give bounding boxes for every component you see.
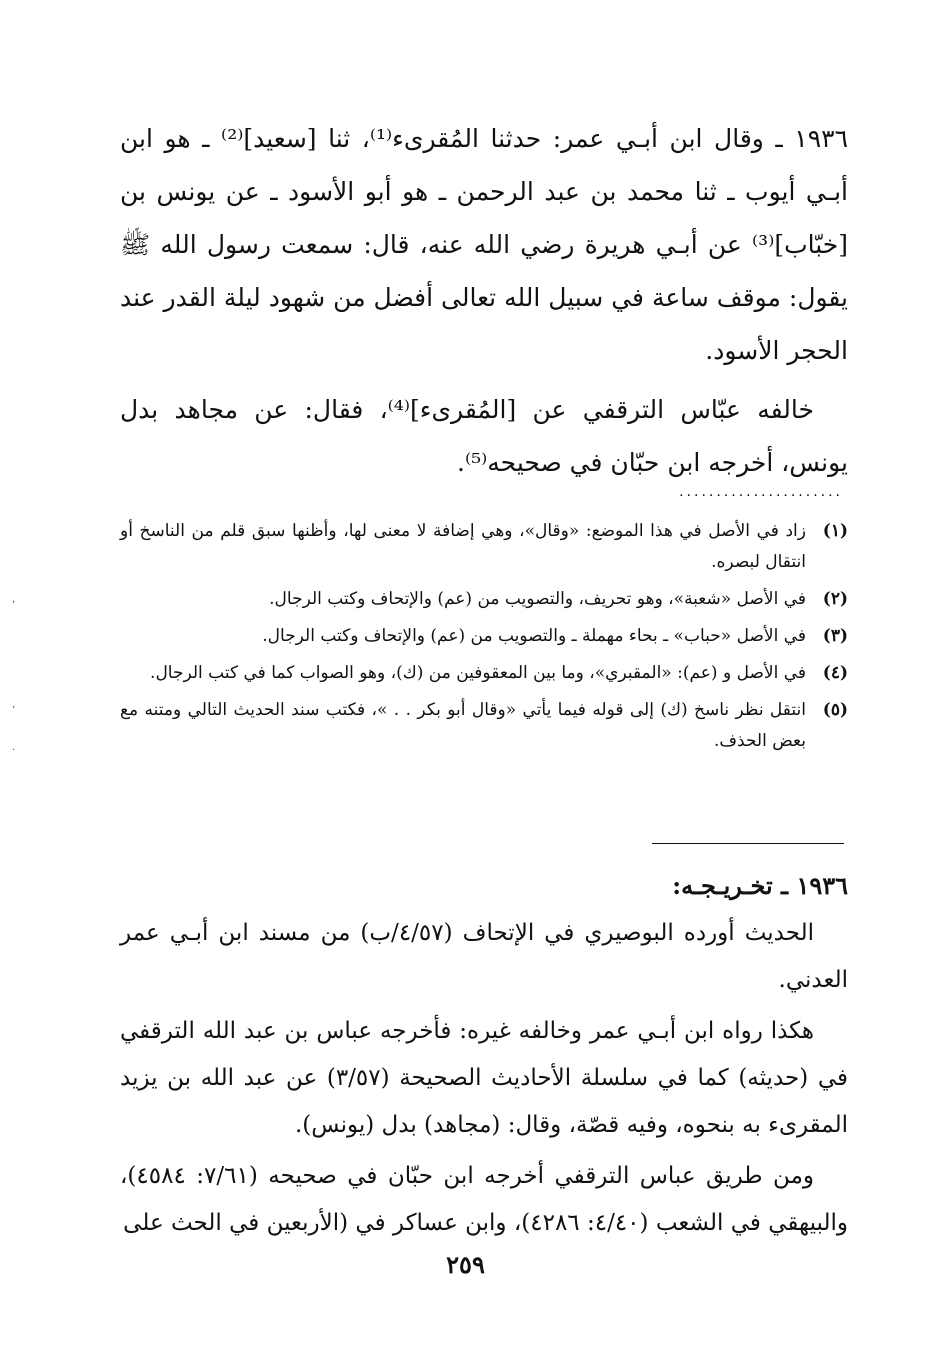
takhrij-section	[120, 862, 848, 1247]
footnote-text: في الأصل و (عم): «المقبري»، وما بين المعقوفين من (ك)، وهو الصواب كما في كتب الرجال.	[150, 663, 806, 683]
footnote-separator-dots: ......................	[679, 484, 843, 500]
footnote-number: (٤)	[822, 663, 848, 683]
footnote-1	[120, 516, 848, 578]
footnotes	[120, 516, 848, 763]
footnote-4	[120, 658, 848, 689]
footnote-text: في الأصل «شعبة»، وهو تحريف، والتصويب من (عم) والإتحاف وكتب الرجال.	[269, 589, 806, 609]
footnote-3	[120, 621, 848, 652]
takhrij-paragraph-1: الحديث أورده البوصيري في الإتحاف (٤/٥٧/ب) من مسند ابن أبـي عمر العدني.	[120, 920, 848, 993]
takhrij-paragraph-2: هكذا رواه ابن أبـي عمر وخالفه غيره: فأخرجه عباس بن عبد الله الترقفي في (حديثه) كما في سلسلة الأحاديث الصحيحة (٣/٥٧) عن عبد الله بن يزيد المقرىء به بنحوه، وفيه قصّة، وقال: (مجاهد) بدل (يونس).	[120, 1018, 848, 1138]
footnote-text: انتقل نظر ناسخ (ك) إلى قوله فيما يأتي «وقال أبو بكر . . »، فكتب سند الحديث التالي ومتنه مع بعض الحذف.	[120, 700, 806, 751]
hadith-variant-paragraph: خالفه عبّاس الترقفي عن [المُقرىء]⁽⁴⁾، فقال: عن مجاهد بدل يونس، أخرجه ابن حبّان في صحيحه⁽⁵⁾.	[120, 395, 848, 477]
scan-edge-mark: ،	[12, 700, 16, 711]
footnote-number: (٢)	[822, 589, 848, 609]
takhrij-heading: ١٩٣٦ ـ تخـريـجـه:	[672, 871, 848, 900]
footnote-text: في الأصل «حباب» ـ بحاء مهملة ـ والتصويب من (عم) والإتحاف وكتب الرجال.	[262, 626, 806, 646]
footnote-number: (٣)	[822, 626, 848, 646]
footnote-2	[120, 584, 848, 615]
footnote-number: (١)	[822, 521, 848, 541]
hadith-text	[120, 112, 848, 489]
footnote-text: زاد في الأصل في هذا الموضع: «وقال»، وهي إضافة لا معنى لها، وأظنها سبق قلم من الناسخ أو انتقال لبصره.	[120, 521, 806, 572]
footnote-5	[120, 695, 848, 757]
section-divider	[652, 843, 844, 844]
takhrij-paragraph-3: ومن طريق عباس الترقفي أخرجه ابن حبّان في صحيحه (٧/٦١: ٤٥٨٤)، والبيهقي في الشعب (٤/٤٠: ٤٢٨٦)، وابن عساكر في (الأربعين في الحث على	[120, 1163, 848, 1236]
hadith-paragraph-1936: ١٩٣٦ ـ وقال ابن أبـي عمر: حدثنا المُقرىء⁽¹⁾، ثنا [سعيد]⁽²⁾ ـ هو ابن أبـي أيوب ـ ثنا محمد بن عبد الرحمن ـ هو أبو الأسود ـ عن يونس بن [خبّاب]⁽³⁾ عن أبـي هريرة رضي الله عنه، قال: سمعت رسول الله ﷺ يقول: موقف ساعة في سبيل الله تعالى أفضل من شهود ليلة القدر عند الحجر الأسود.	[120, 124, 849, 365]
page-number: ٢٥٩	[446, 1250, 485, 1279]
footnote-number: (٥)	[822, 700, 848, 720]
scan-edge-mark: ٬	[12, 600, 16, 611]
scan-edge-mark: ·	[12, 745, 16, 756]
